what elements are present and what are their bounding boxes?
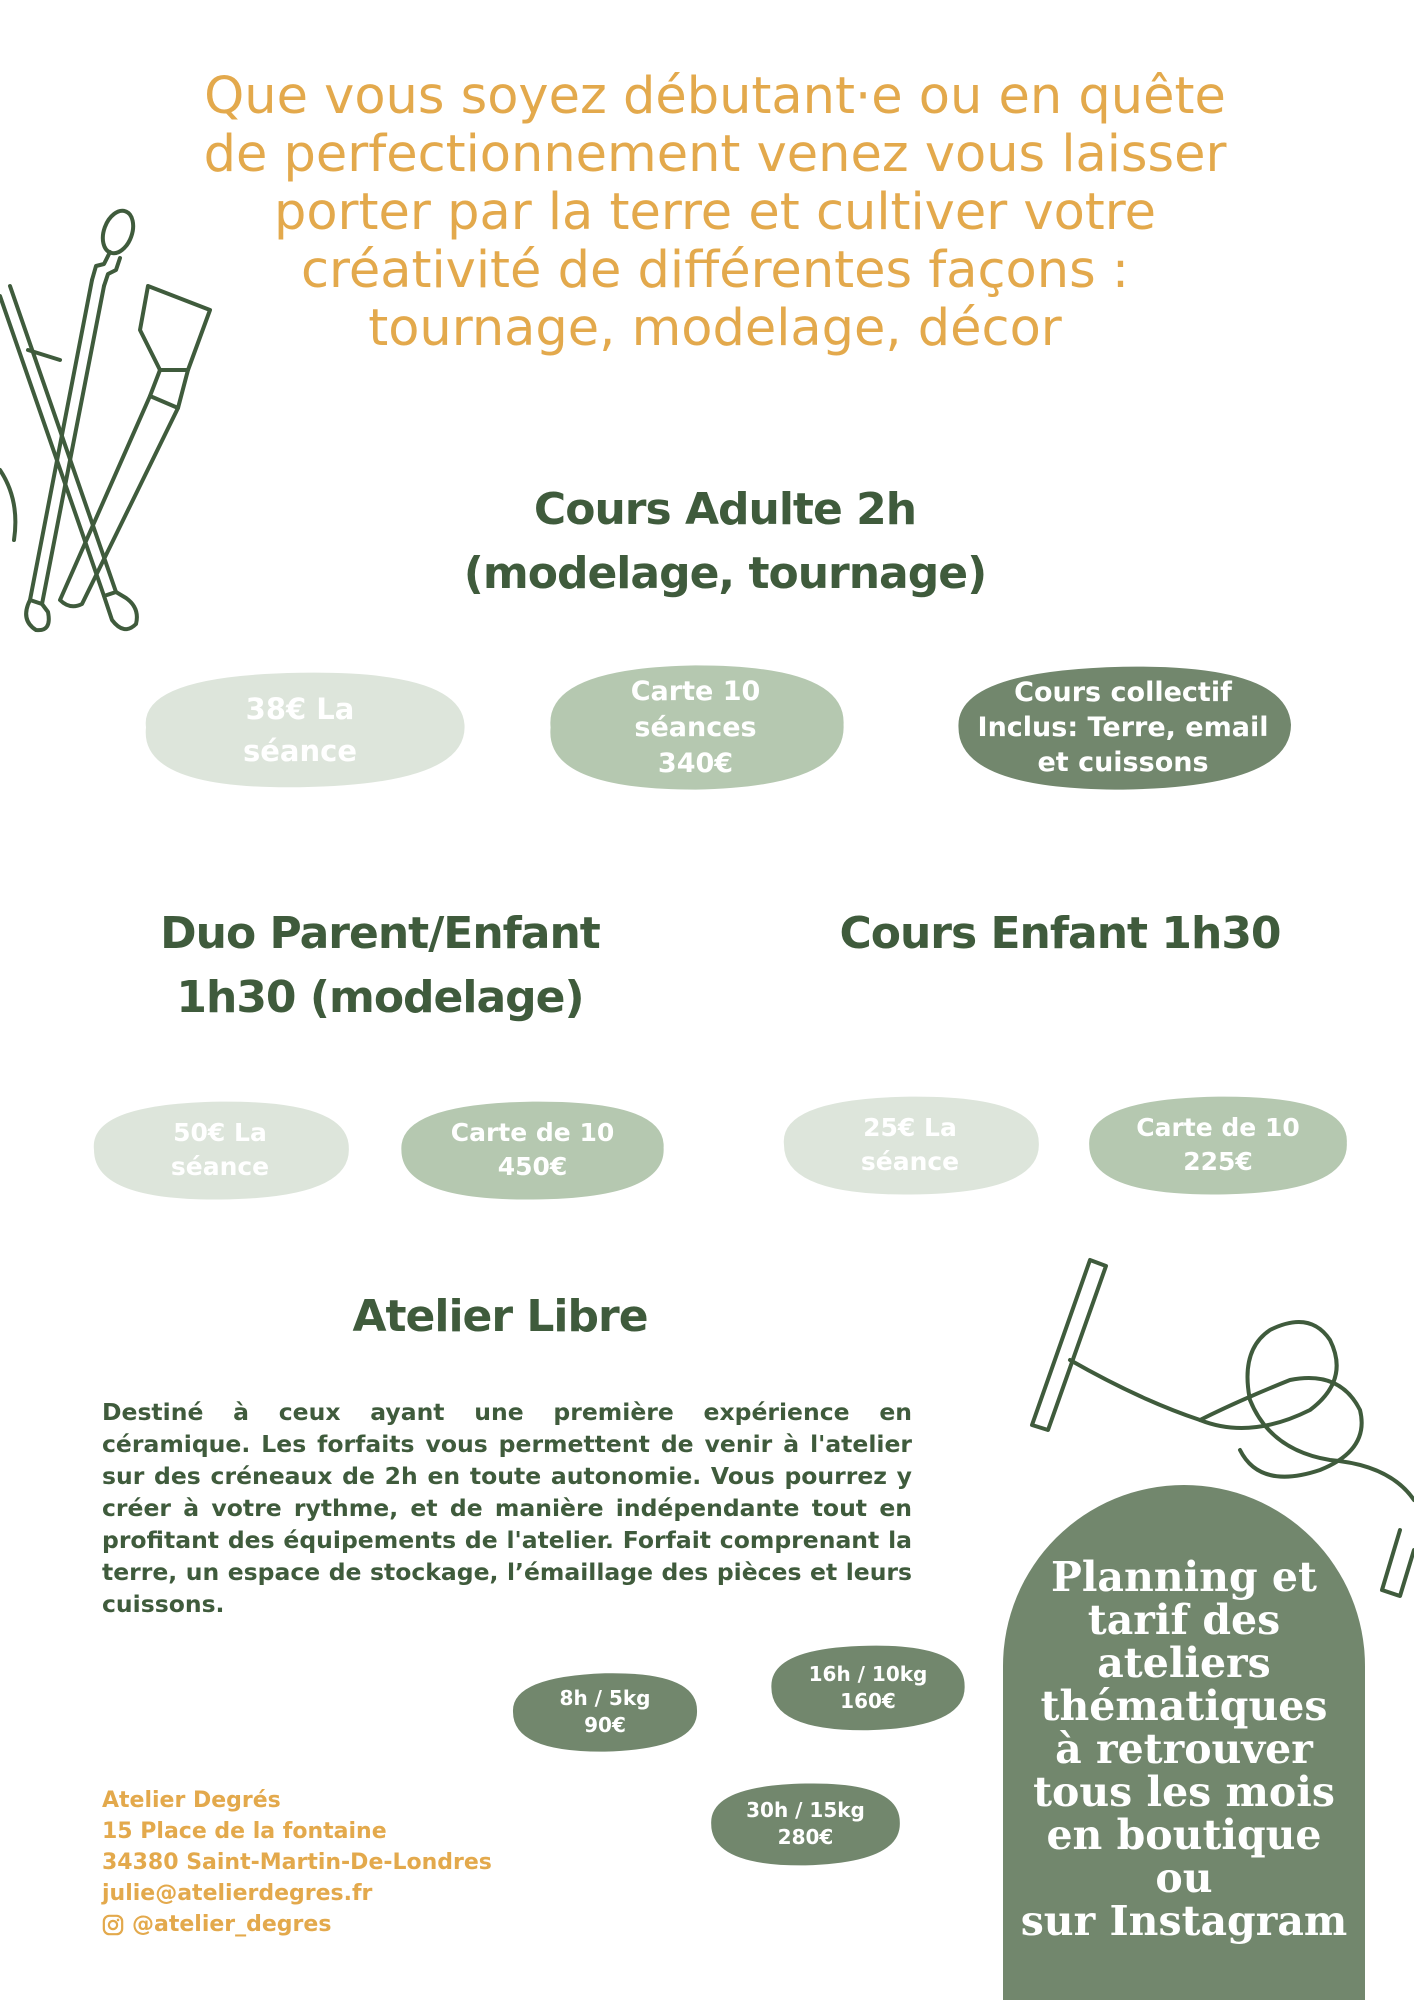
contact-name: Atelier Degrés [102, 1788, 281, 1813]
contact-city: 34380 Saint-Martin-De-Londres [102, 1850, 492, 1875]
atelier-libre-title: Atelier Libre [352, 1291, 648, 1342]
instagram-icon [102, 1914, 124, 1936]
contact-email[interactable]: julie@atelierdegres.fr [102, 1881, 373, 1906]
adult-title-line2: (modelage, tournage) [463, 548, 987, 599]
duo-title-line2: 1h30 (modelage) [176, 972, 584, 1023]
duo-price-single: 50€ La séance [80, 1095, 360, 1205]
duo-course-title [70, 902, 690, 1030]
contact-instagram-row[interactable] [102, 1909, 622, 1940]
planning-note: Planning et tarif des ateliers thématiques à retrouver tous les mois en boutique ou sur Instagram [1020, 1553, 1348, 1945]
duo-price-card: Carte de 10 450€ [390, 1095, 675, 1205]
forfait-30h: 30h / 15kg 280€ [703, 1778, 908, 1870]
adult-course-info: Cours collectif Inclus: Terre, email et cuissons [948, 660, 1298, 795]
contact-address: 15 Place de la fontaine [102, 1819, 387, 1844]
adult-price-card: Carte 10 séances 340€ [538, 660, 853, 795]
adult-price-single: 38€ La séance [125, 665, 475, 795]
contact-block [102, 1785, 622, 1940]
child-course-title: Cours Enfant 1h30 [839, 908, 1281, 959]
adult-title-line1: Cours Adulte 2h [533, 484, 917, 535]
forfait-8h: 8h / 5kg 90€ [505, 1668, 705, 1756]
intro-text: Que vous soyez débutant·e ou en quête de perfectionnement venez vous laisser porter par la terre et cultiver votre créativité de différentes façons : tournage, modelage, décor [203, 67, 1227, 358]
contact-instagram: @atelier_degres [132, 1912, 332, 1937]
child-price-single: 25€ La séance [770, 1090, 1050, 1200]
adult-course-title [350, 478, 1100, 606]
child-price-card: Carte de 10 225€ [1078, 1090, 1358, 1200]
atelier-libre-description: Destiné à ceux ayant une première expérience en céramique. Les forfaits vous permettent de venir à l'atelier sur des créneaux de 2h en toute autonomie. Vous pourrez y créer à votre rythme, et de manière indépendante tout en profitant des équipements de l'atelier. Forfait comprenant la terre, un espace de stockage, l’émaillage des pièces et leurs cuissons. [102, 1398, 912, 1618]
forfait-16h: 16h / 10kg 160€ [763, 1640, 973, 1735]
duo-title-line1: Duo Parent/Enfant [160, 908, 600, 959]
